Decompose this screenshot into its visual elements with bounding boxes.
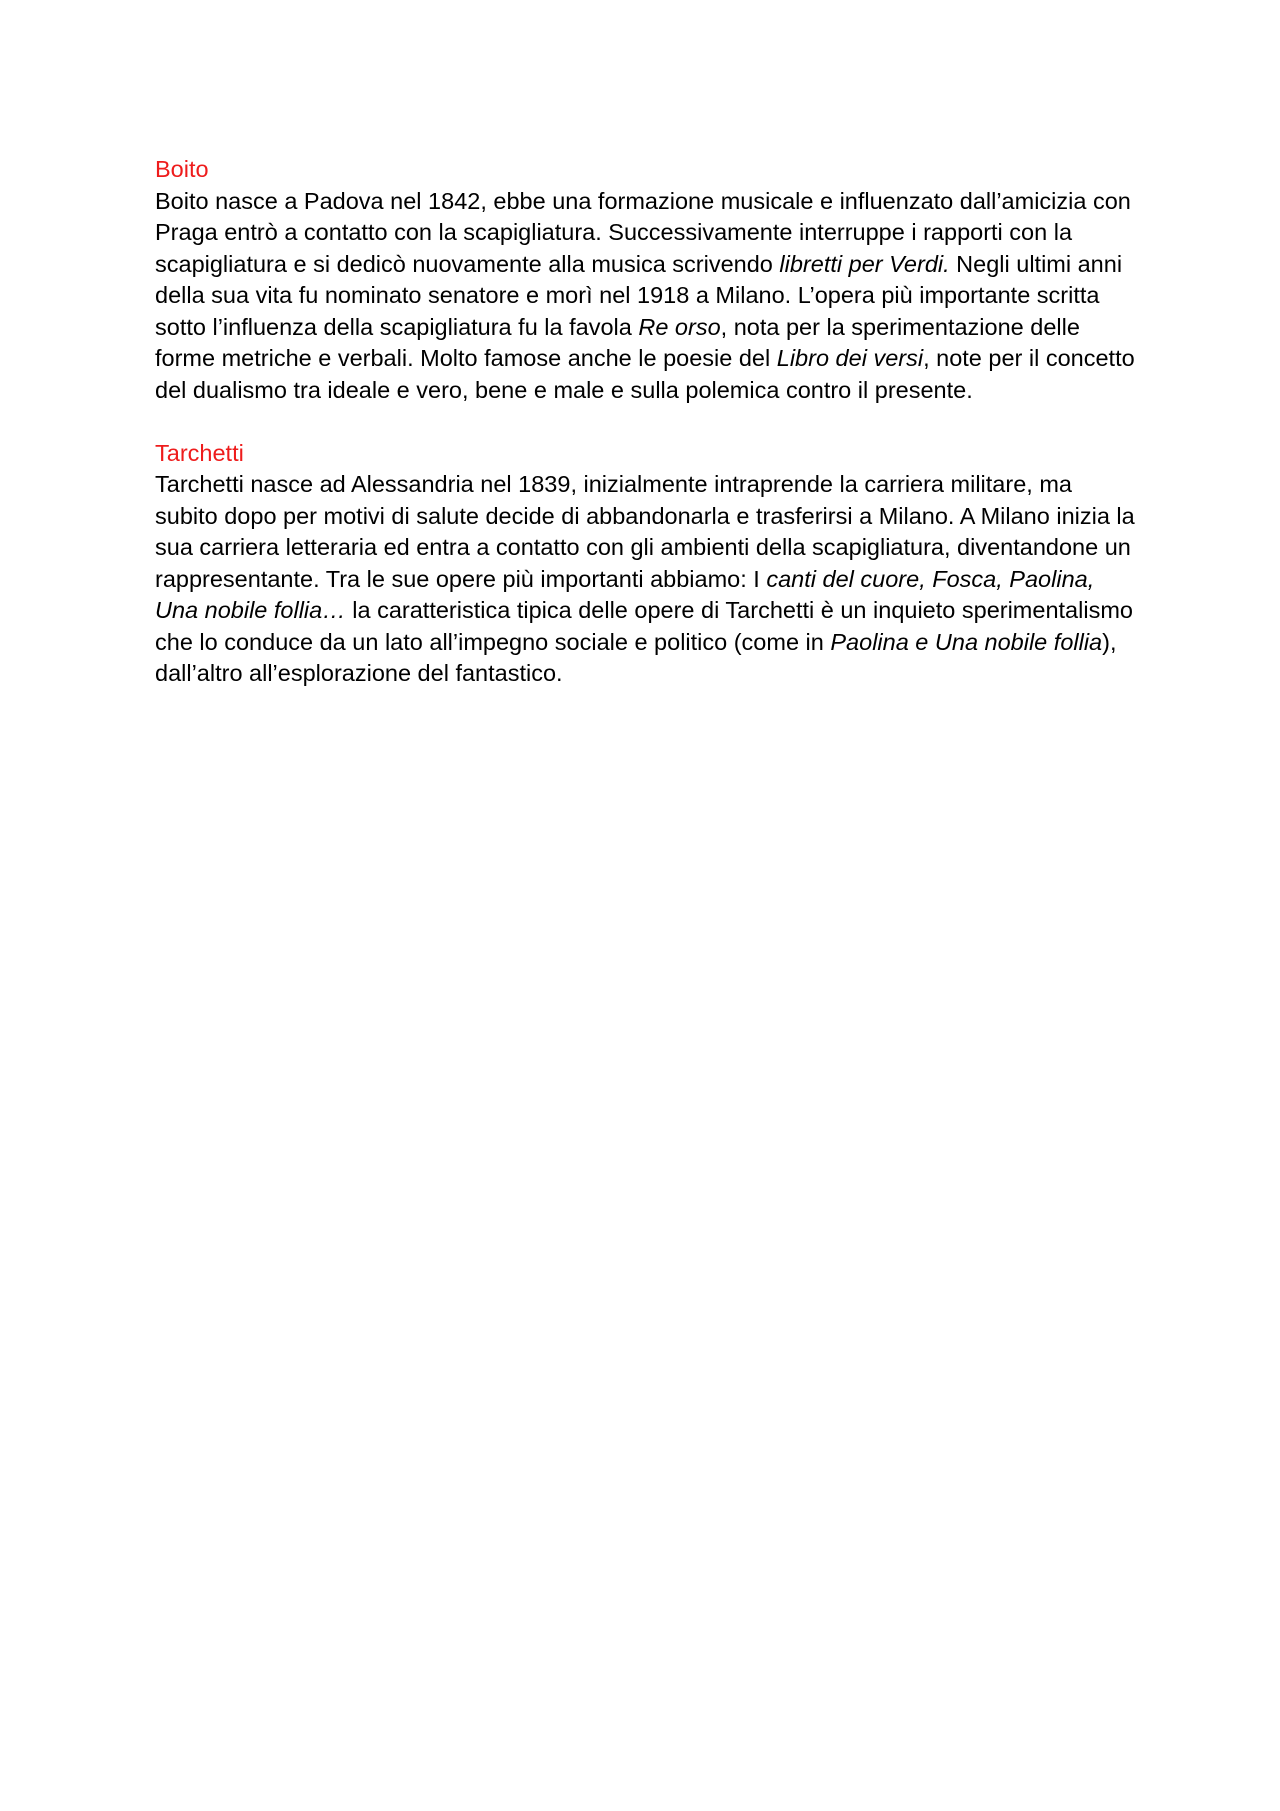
italic-work-title: Libro dei versi — [776, 345, 924, 371]
italic-work-title: Paolina e Una nobile follia — [830, 628, 1103, 655]
italic-work-title: libretti per Verdi. — [779, 250, 950, 277]
section-body-tarchetti — [155, 469, 1140, 690]
body-text-run: , nota per la sperimentazione delle forme metriche e verbali. Molto famose anche le poesie del — [155, 313, 1080, 371]
section-heading-boito: Boito — [155, 156, 209, 182]
body-text-run: Negli ultimi anni della sua vita fu nominato senatore e morì nel 1918 a Milano. L’opera più importante scritta sotto l’influenza della scapigliatura fu la favola — [155, 250, 1123, 340]
section-heading-tarchetti: Tarchetti — [155, 439, 244, 466]
paragraph-spacer — [155, 406, 1140, 438]
body-text-run: ), dall’altro all’esplorazione del fantastico. — [155, 628, 1117, 686]
body-text-run: la caratteristica tipica delle opere di Tarchetti è un inquieto sperimentalismo che lo conduce da un lato all’impegno sociale e politico (come in — [155, 597, 1133, 655]
body-text-run: Boito nasce a Padova nel 1842, ebbe una formazione musicale e influenzato dall’amicizia con Praga entrò a contatto con la scapigliatura. Successivamente interruppe i rapporti con la scapigliatura e si dedicò nuovamente alla musica scrivendo — [155, 187, 1131, 277]
document-page — [155, 154, 1140, 690]
body-text-run: Tarchetti nasce ad Alessandria nel 1839, inizialmente intraprende la carriera militare, ma subito dopo per motivi di salute decide di abbandonarla e trasferirsi a Milano. A Milano inizia la sua carriera letteraria ed entra a contatto con gli ambienti della scapigliatura, diventandone un rappresentante. Tra le sue opere più importanti abbiamo: I — [155, 471, 1135, 592]
italic-work-title: canti del cuore, Fosca, Paolina, Una nobile follia… — [155, 565, 1095, 623]
body-text-run: , note per il concetto del dualismo tra ideale e vero, bene e male e sulla polemica contro il presente. — [155, 345, 1135, 403]
section-body-boito — [155, 186, 1140, 407]
italic-work-title: Re orso — [638, 313, 721, 340]
